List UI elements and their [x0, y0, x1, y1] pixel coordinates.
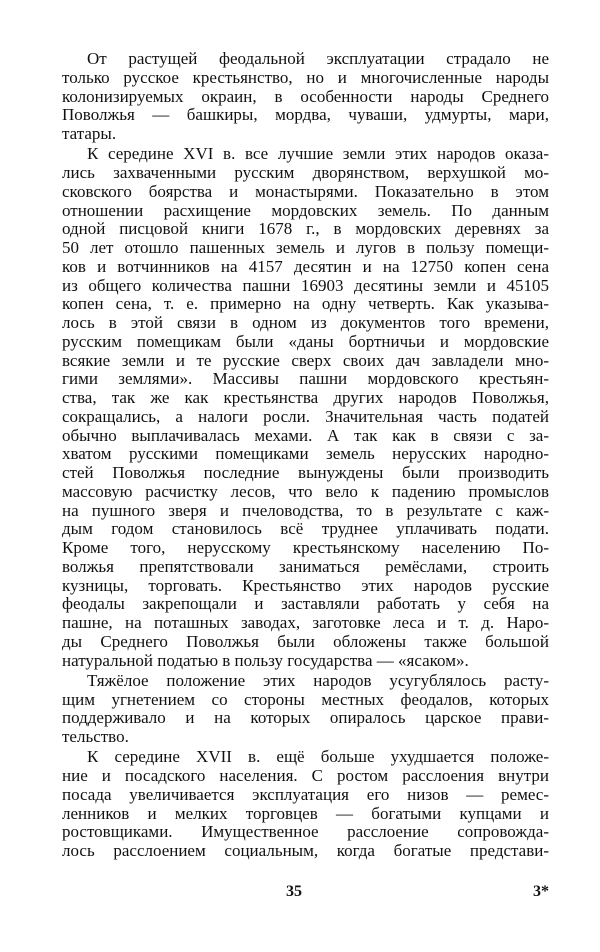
paragraph — [62, 50, 549, 144]
text-line: ленников и мелких торговцев — богатыми купцами и — [62, 803, 549, 823]
page-number: 35 — [286, 883, 302, 900]
text-line: лось в этой связи в одном из документов того времени, — [62, 313, 549, 332]
text-line: ды Среднего Поволжья были обложены также большой — [62, 631, 549, 651]
text-line: тельство. — [62, 727, 129, 746]
text-line: хватом русскими помещиками земель нерусских народно- — [62, 444, 549, 464]
text-line: пашне, на поташных заводах, заготовке леса и т. д. Наро- — [62, 613, 549, 632]
page-body-text — [62, 50, 549, 862]
text-line: колонизируемых окраин, в особенности народы Среднего — [62, 86, 549, 106]
text-line: натуральной податью в пользу государства — «ясаком». — [62, 650, 469, 670]
paragraph — [62, 748, 549, 861]
text-line: дым годом становилось всё труднее уплачивать подати. — [62, 519, 549, 539]
text-line: К середине XVII в. ещё больше ухудшается положе- — [87, 747, 549, 767]
text-line: От растущей феодальной эксплуатации страдало не — [87, 49, 549, 68]
text-line: отношении расхищение мордовских земель. По данным — [62, 200, 549, 220]
text-line: сокращались, а налоги росли. Значительная часть податей — [62, 406, 549, 426]
text-line: одной писцовой книги 1678 г., в мордовских деревнях за — [62, 219, 549, 239]
text-line: феодалы закрепощали и заставляли работать у себя на — [62, 594, 549, 614]
text-line: из общего количества пашни 16903 десятины земли и 45105 — [62, 275, 549, 295]
text-line: ства, так же как крестьянства других народов Поволжья, — [62, 388, 549, 407]
text-line: посада увеличивается эксплуатация его низов — ремес- — [62, 784, 549, 804]
paragraph — [62, 145, 549, 670]
text-line: волжья препятствовали заниматься ремёслами, строить — [62, 556, 549, 576]
text-line: на пушного зверя и пчеловодства, то в результате с каж- — [62, 500, 549, 520]
text-line: кузницы, торговать. Крестьянство этих народов русские — [62, 575, 549, 595]
text-line: стей Поволжья последние вынуждены были производить — [62, 463, 549, 482]
text-line: ростовщиками. Имущественное расслоение сопровожда- — [62, 822, 549, 842]
text-line: щим угнетением со стороны местных феодалов, которых — [62, 689, 549, 709]
text-line: русским помещикам были «даны бортничьи и мордовские — [62, 331, 549, 351]
text-line: массовую расчистку лесов, что вело к падению промыслов — [62, 481, 549, 501]
text-line: К середине XVI в. все лучшие земли этих народов оказа- — [87, 144, 549, 164]
text-line: поддерживало и на которых опиралось царское прави- — [62, 708, 549, 728]
text-line: 50 лет отошло пашенных земель и лугов в пользу помещи- — [62, 238, 549, 257]
text-line: Тяжёлое положение этих народов усугублялось расту- — [87, 670, 549, 690]
text-line: гими землями». Массивы пашни мордовского крестьян- — [62, 369, 549, 389]
page-footer — [62, 883, 549, 905]
text-line: копен сена, т. е. примерно на одну четверть. Как указыва- — [62, 294, 549, 314]
text-line: лись захваченными русским дворянством, верхушкой мо- — [62, 163, 549, 182]
text-line: обычно выплачивалась мехами. А так как в связи с за- — [62, 425, 549, 445]
text-line: только русское крестьянство, но и многочисленные народы — [62, 67, 549, 87]
text-line: сковского боярства и монастырями. Показательно в этом — [62, 181, 549, 201]
text-line: лось расслоением социальным, когда богатые представи- — [62, 841, 549, 860]
text-line: Кроме того, нерусскому крестьянскому населению По- — [62, 538, 549, 557]
text-line: ков и вотчинников на 4157 десятин и на 12750 копен сена — [62, 256, 549, 276]
text-line: ние и посадского населения. С ростом расслоения внутри — [62, 766, 549, 785]
text-line: Поволжья — башкиры, мордва, чуваши, удмурты, мари, — [62, 105, 549, 125]
signature-mark: 3* — [533, 883, 549, 900]
text-line: всякие земли и те русские сверх своих дач завладели мно- — [62, 350, 549, 370]
paragraph — [62, 672, 549, 747]
text-line: татары. — [62, 124, 117, 143]
